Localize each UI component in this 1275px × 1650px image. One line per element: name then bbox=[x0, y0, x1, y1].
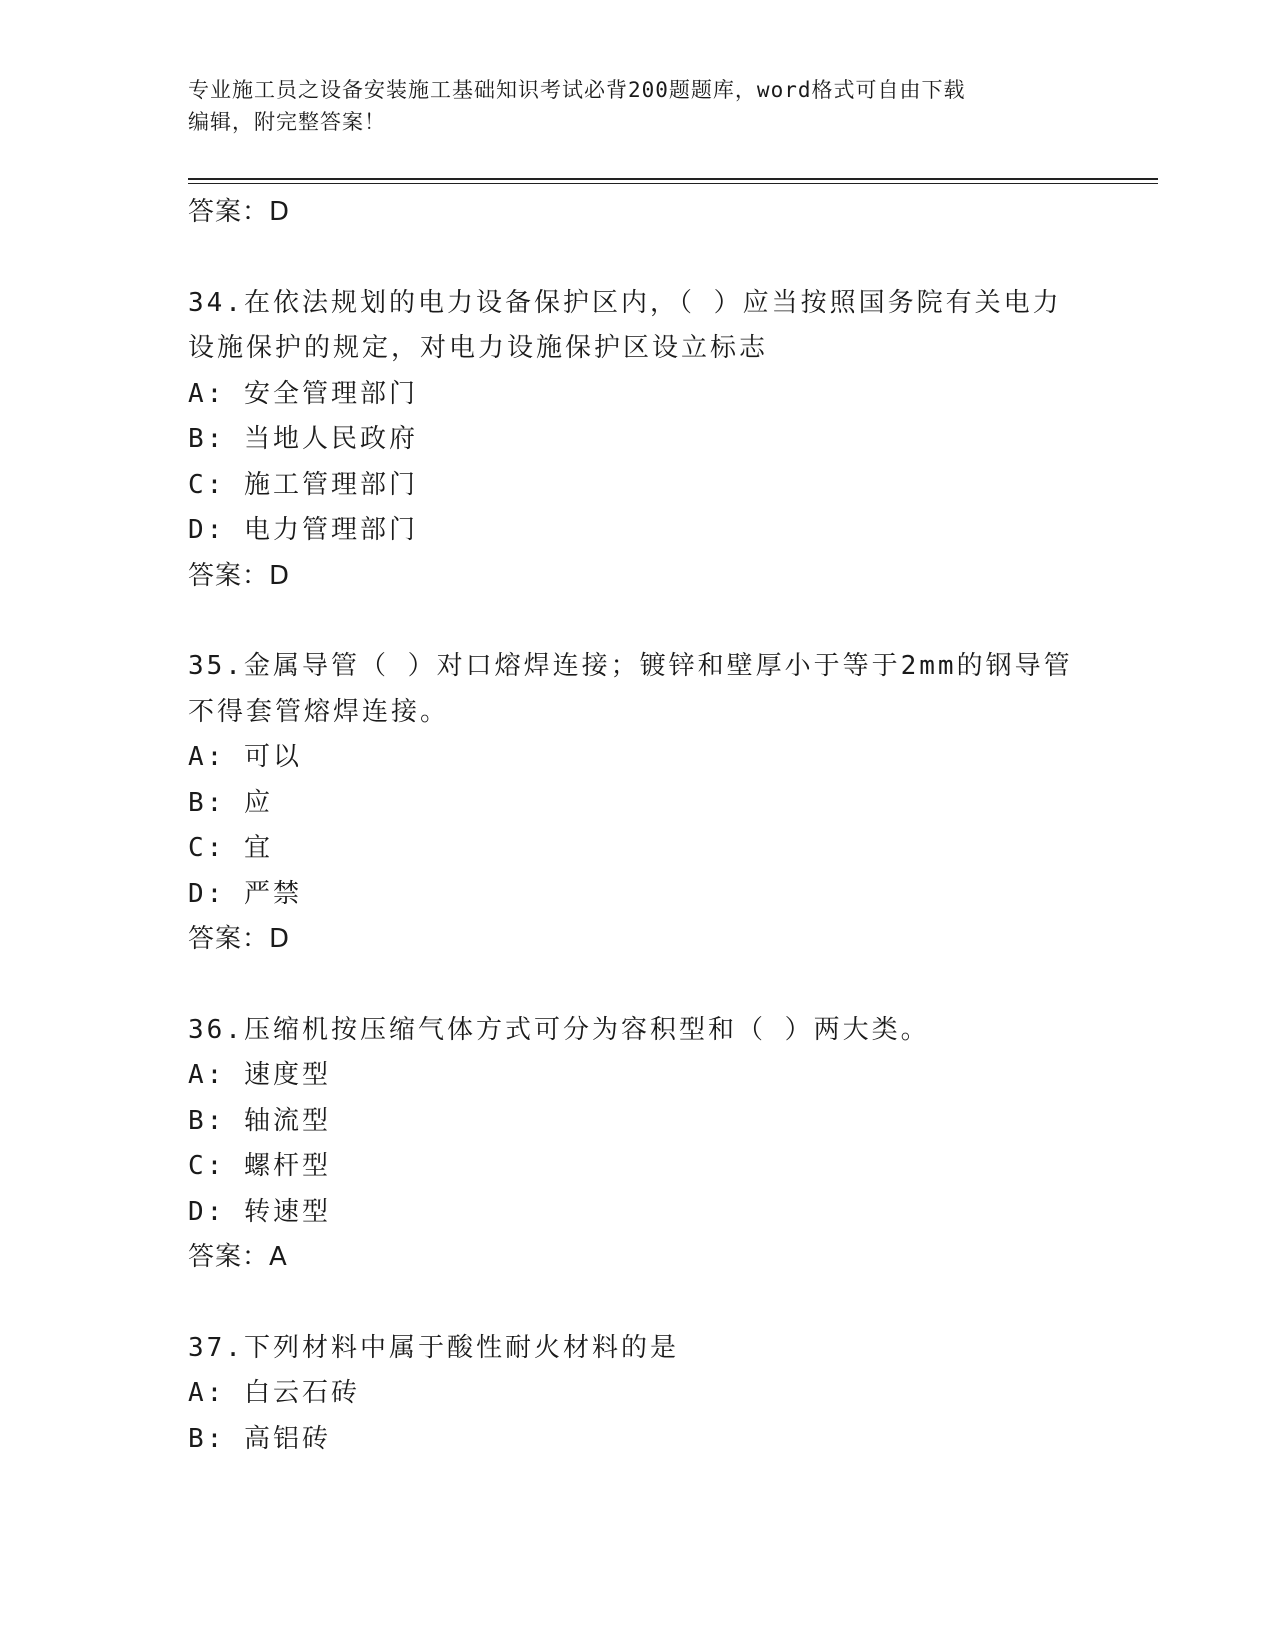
option-c: C: 宜 bbox=[188, 833, 273, 863]
header-line-1: 专业施工员之设备安装施工基础知识考试必背200题题库，word格式可自由下载 bbox=[188, 78, 966, 102]
answer: 答案：D bbox=[188, 560, 291, 591]
option-c: C: 螺杆型 bbox=[188, 1151, 331, 1181]
question-list bbox=[188, 190, 1128, 1462]
option-a: A: 速度型 bbox=[188, 1060, 331, 1090]
option-c: C: 施工管理部门 bbox=[188, 469, 418, 500]
option-b: B: 当地人民政府 bbox=[188, 424, 418, 454]
option-a: A: 可以 bbox=[188, 742, 302, 772]
option-b: B: 轴流型 bbox=[188, 1105, 331, 1136]
question-stem: 不得套管熔焊连接。 bbox=[188, 696, 450, 727]
question-stem: 34.在依法规划的电力设备保护区内，（ ）应当按照国务院有关电力 bbox=[188, 287, 1062, 318]
header-rule-thick bbox=[188, 178, 1158, 180]
question-34 bbox=[188, 281, 1128, 600]
question-stem: 35.金属导管（ ）对口熔焊连接；镀锌和壁厚小于等于2mm的钢导管 bbox=[188, 651, 1073, 681]
header-line-2: 编辑，附完整答案！ bbox=[188, 110, 386, 134]
question-37 bbox=[188, 1326, 1128, 1463]
question-36 bbox=[188, 1008, 1128, 1281]
header-rule-thin bbox=[188, 183, 1158, 184]
option-d: D: 电力管理部门 bbox=[188, 515, 418, 545]
option-b: B: 高铝砖 bbox=[188, 1423, 331, 1454]
answer: 答案：D bbox=[188, 924, 291, 954]
option-b: B: 应 bbox=[188, 787, 273, 818]
question-35 bbox=[188, 644, 1128, 963]
option-d: D: 转速型 bbox=[188, 1196, 331, 1227]
previous-answer: 答案：D bbox=[188, 197, 291, 227]
document-header bbox=[188, 74, 1088, 138]
question-stem: 37.下列材料中属于酸性耐火材料的是 bbox=[188, 1332, 679, 1363]
question-stem: 设施保护的规定，对电力设施保护区设立标志 bbox=[188, 333, 769, 363]
option-d: D: 严禁 bbox=[188, 878, 302, 909]
option-a: A: 安全管理部门 bbox=[188, 378, 418, 409]
option-a: A: 白云石砖 bbox=[188, 1378, 360, 1408]
answer: 答案：A bbox=[188, 1242, 288, 1272]
question-stem: 36.压缩机按压缩气体方式可分为容积型和（ ）两大类。 bbox=[188, 1014, 930, 1045]
